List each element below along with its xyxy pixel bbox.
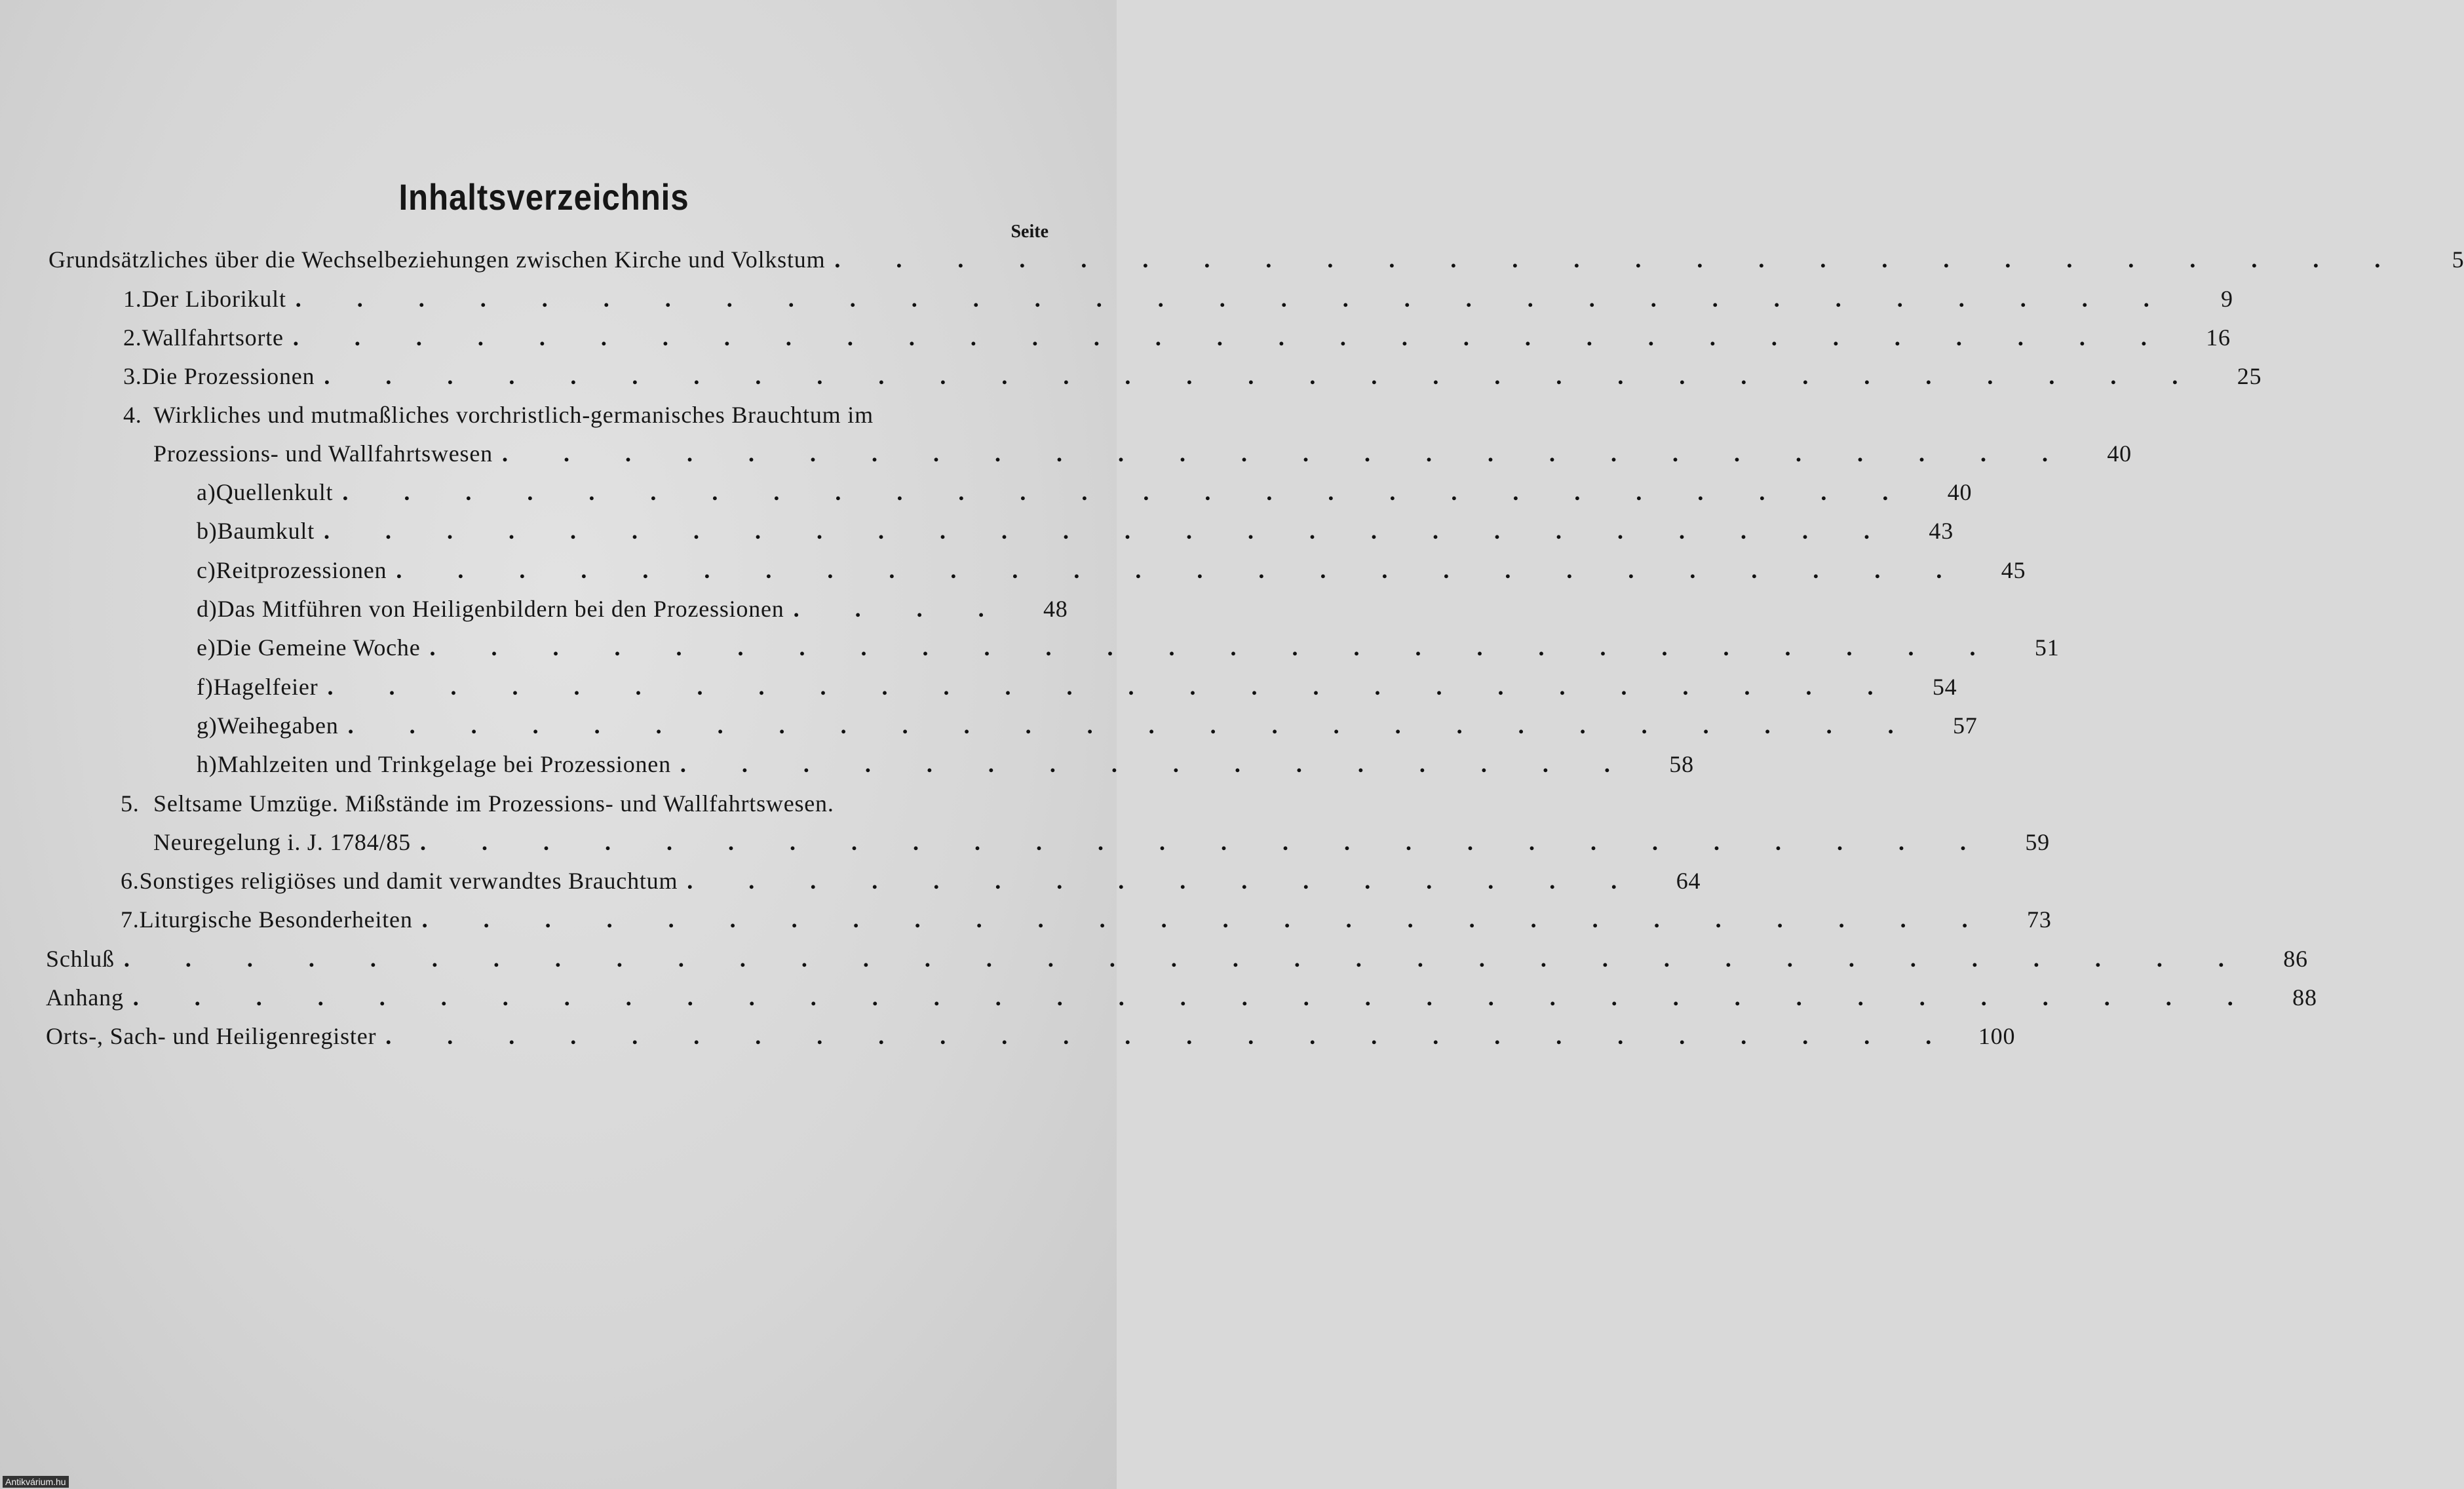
leader-dots: . . . . . . . . . . . . . . . . . . . . . . . . . .	[385, 1023, 1957, 1049]
leader-dots: . . . . . . . . . . . . . . . . . . . . . . . . . . . . . . . . . . .	[132, 984, 2258, 1011]
toc-entry-label: Die Prozessionen	[142, 363, 315, 389]
toc-entry-5	[153, 828, 2050, 857]
page-title: Inhaltsverzeichnis	[398, 176, 689, 218]
toc-entry-page: 57	[1953, 712, 1978, 739]
toc-entry-number: d)	[197, 596, 218, 622]
toc-entry-number: c)	[197, 557, 216, 583]
toc-entry-label: Seltsame Umzüge. Mißstände im Prozessions- und Wallfahrtswesen.	[153, 790, 834, 817]
leader-dots: . . . . . . . . . . . . . . . . . . . . . . . . . . . . . . .	[295, 286, 2174, 312]
leader-dots: . . . . . . . . . . . . . . . . . . . . . . . . . .	[342, 479, 1914, 505]
toc-entry-label: Der Liborikult	[142, 286, 286, 312]
toc-entry-page: 100	[1978, 1023, 2016, 1049]
toc-entry-7	[121, 905, 2052, 934]
toc-entry-label: Die Gemeine Woche	[216, 634, 421, 661]
toc-entry-number: b)	[197, 518, 218, 544]
toc-entry-4a	[197, 478, 1973, 507]
toc-entry-label: Mahlzeiten und Trinkgelage bei Prozessionen	[217, 751, 671, 777]
toc-entry-number: a)	[197, 479, 216, 505]
toc-entry-2	[123, 323, 2231, 352]
leader-dots: . . . . . . . . . . . . . . . .	[687, 868, 1642, 894]
toc-entry-label: Reitprozessionen	[216, 557, 387, 583]
toc-entry-number: h)	[197, 751, 218, 777]
toc-entry-3	[123, 362, 2262, 391]
toc-entry-number: 3.	[123, 363, 142, 389]
toc-entry-page: 58	[1669, 751, 1694, 777]
toc-entry-number: 5.	[121, 790, 140, 817]
leader-dots: . . . . . . . . . . . . . . . . . . . . . . . . . .	[419, 829, 1991, 855]
toc-entry-page: 64	[1676, 868, 1701, 894]
toc-entry-schluss	[46, 944, 2308, 973]
toc-entry-page: 48	[1043, 596, 1068, 622]
toc-entry-page: 59	[2025, 829, 2050, 855]
toc-entry-1	[123, 284, 2233, 313]
toc-entry-label-continued: Neuregelung i. J. 1784/85	[153, 829, 411, 855]
toc-entry-page: 5	[2452, 246, 2464, 273]
toc-entry-label: Weihegaben	[217, 712, 339, 739]
leader-dots: . . . . . . . . . . . . . . . . . . . . . . . . . .	[324, 518, 1895, 544]
toc-entry-4c	[197, 556, 2026, 585]
toc-entry-label: Liturgische Besonderheiten	[139, 906, 413, 933]
toc-entry-page: 73	[2027, 906, 2052, 933]
toc-entry-label: Hagelfeier	[213, 674, 318, 700]
leader-dots: . . . . . . . . . . . . . . . .	[680, 751, 1635, 777]
leader-dots: . . . . . . . . . . . . . . . . . . . . . . . . . .	[327, 674, 1898, 700]
leader-dots: . . . .	[793, 596, 1009, 622]
toc-entry-page: 16	[2206, 324, 2231, 351]
toc-entry-label: Sonstiges religiöses und damit verwandtes Brauchtum	[139, 868, 678, 894]
toc-entry-number: 1.	[123, 286, 142, 312]
toc-entry-4e	[197, 633, 2060, 662]
toc-entry-4	[153, 439, 2132, 468]
toc-entry-number: f)	[197, 674, 214, 700]
toc-entry-grundsaetzliches	[48, 245, 2464, 274]
toc-entry-label: Schluß	[46, 946, 115, 972]
toc-entry-4b	[197, 516, 1954, 545]
leader-dots: . . . . . . . . . . . . . . . . . . . . . . . . . .	[396, 557, 1967, 583]
toc-entry-label: Anhang	[46, 984, 124, 1011]
toc-entry-number: 6.	[121, 868, 140, 894]
toc-entry-label: Baumkult	[217, 518, 315, 544]
toc-entry-label: Quellenkult	[216, 479, 334, 505]
toc-entry-label: Wirkliches und mutmaßliches vorchristlich-germanisches Brauchtum im	[153, 402, 874, 428]
toc-entry-4d	[197, 594, 1068, 623]
seite-column-header: Seite	[1011, 222, 1049, 242]
toc-entry-page: 40	[2107, 440, 2132, 467]
leader-dots: . . . . . . . . . . . . . . . . . . . . . . . . . .	[347, 712, 1919, 739]
toc-entry-label: Das Mitführen von Heiligenbildern bei den Prozessionen	[217, 596, 784, 622]
leader-dots: . . . . . . . . . . . . . . . . . . . . . . . . . .	[501, 440, 2073, 467]
toc-entry-page: 43	[1929, 518, 1954, 544]
toc-entry-page: 54	[1932, 674, 1957, 700]
toc-entry-5-line1	[121, 789, 834, 818]
toc-entry-label: Orts-, Sach- und Heiligenregister	[46, 1023, 377, 1049]
toc-entry-4h	[197, 750, 1694, 779]
leader-dots: . . . . . . . . . . . . . . . . . . . . . . . . . .	[421, 906, 1993, 933]
toc-entry-4g	[197, 711, 1978, 740]
watermark-label: Antikvárium.hu	[3, 1476, 69, 1488]
toc-entry-register	[46, 1022, 2016, 1051]
toc-entry-page: 51	[2034, 634, 2060, 661]
toc-entry-page: 25	[2237, 363, 2262, 389]
toc-entry-anhang	[46, 983, 2317, 1012]
toc-entry-number: 2.	[123, 324, 142, 351]
leader-dots: . . . . . . . . . . . . . . . . . . . . . . . . . . . . . . .	[292, 324, 2172, 351]
leader-dots: . . . . . . . . . . . . . . . . . . . . . . . . . . . . . . . . . . .	[123, 946, 2249, 972]
toc-entry-number: 4.	[123, 402, 142, 428]
toc-entry-page: 86	[2283, 946, 2308, 972]
toc-entry-label: Wallfahrtsorte	[142, 324, 284, 351]
toc-entry-4f	[197, 672, 1957, 701]
leader-dots: . . . . . . . . . . . . . . . . . . . . . . . . . . . . . . .	[324, 363, 2203, 389]
toc-entry-label: Grundsätzliches über die Wechselbeziehungen zwischen Kirche und Volkstum	[48, 246, 826, 273]
leader-dots: . . . . . . . . . . . . . . . . . . . . . . . . . .	[429, 634, 2001, 661]
toc-entry-6	[121, 866, 1701, 895]
toc-entry-page: 45	[2001, 557, 2026, 583]
toc-entry-4-line1	[123, 400, 874, 429]
toc-entry-page: 40	[1947, 479, 1973, 505]
toc-entry-label-continued: Prozessions- und Wallfahrtswesen	[153, 440, 493, 467]
toc-entry-number: e)	[197, 634, 216, 661]
toc-entry-page: 9	[2220, 286, 2233, 312]
toc-entry-page: 88	[2292, 984, 2317, 1011]
leader-dots: . . . . . . . . . . . . . . . . . . . . . . . . . .	[834, 246, 2406, 273]
toc-entry-number: g)	[197, 712, 218, 739]
toc-entry-number: 7.	[121, 906, 140, 933]
